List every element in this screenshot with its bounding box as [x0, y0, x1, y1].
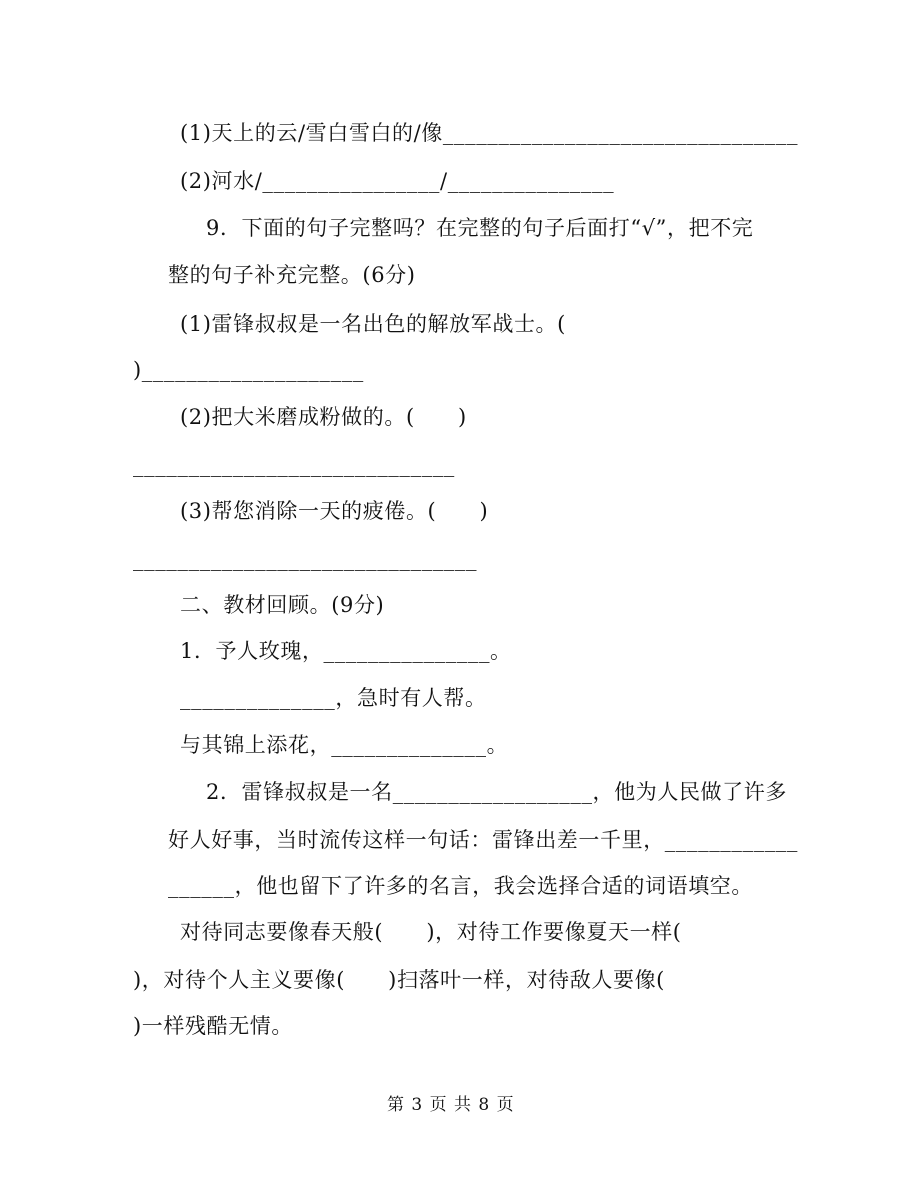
question-9-item-2: (2)把大米磨成粉做的。( )	[180, 405, 467, 429]
review-2-fill-line-2: )，对待个人主义要像( )扫落叶一样，对待敌人要像(	[133, 968, 665, 992]
question-9-prompt-line-1: 9．下面的句子完整吗？在完整的句子后面打“√”，把不完	[206, 216, 754, 240]
review-1-line-3: 与其锦上添花，______________。	[180, 733, 509, 757]
question-9-item-2-answer-line: _____________________________	[133, 453, 455, 477]
question-8-item-2: (2)河水/________________/_______________	[180, 169, 615, 193]
review-2-line-3: ______，他也留下了许多的名言，我会选择合适的词语填空。	[168, 874, 753, 898]
review-1-line-1: 1．予人玫瑰，_______________。	[180, 639, 512, 663]
question-9-prompt-line-2: 整的句子补充完整。(6分)	[168, 263, 416, 287]
section-2-heading: 二、教材回顾。(9分)	[180, 593, 385, 617]
question-9-item-1: (1)雷锋叔叔是一名出色的解放军战士。(	[180, 312, 566, 336]
question-9-item-1-answer-line: )____________________	[133, 358, 364, 382]
review-2-line-2: 好人好事，当时流传这样一句话：雷锋出差一千里，____________	[168, 828, 798, 852]
review-2-line-1: 2．雷锋叔叔是一名__________________，他为人民做了许多	[206, 780, 787, 804]
question-9-item-3: (3)帮您消除一天的疲倦。( )	[180, 499, 489, 523]
review-2-fill-line-3: )一样残酷无情。	[133, 1014, 293, 1038]
review-2-fill-line-1: 对待同志要像春天般( )，对待工作要像夏天一样(	[180, 920, 682, 944]
question-9-item-3-answer-line: _______________________________	[133, 547, 478, 571]
question-8-item-1: (1)天上的云/雪白雪白的/像________________________________	[180, 121, 799, 145]
review-1-line-2: ______________，急时有人帮。	[180, 686, 487, 710]
page-footer: 第 3 页 共 8 页	[387, 1095, 515, 1115]
